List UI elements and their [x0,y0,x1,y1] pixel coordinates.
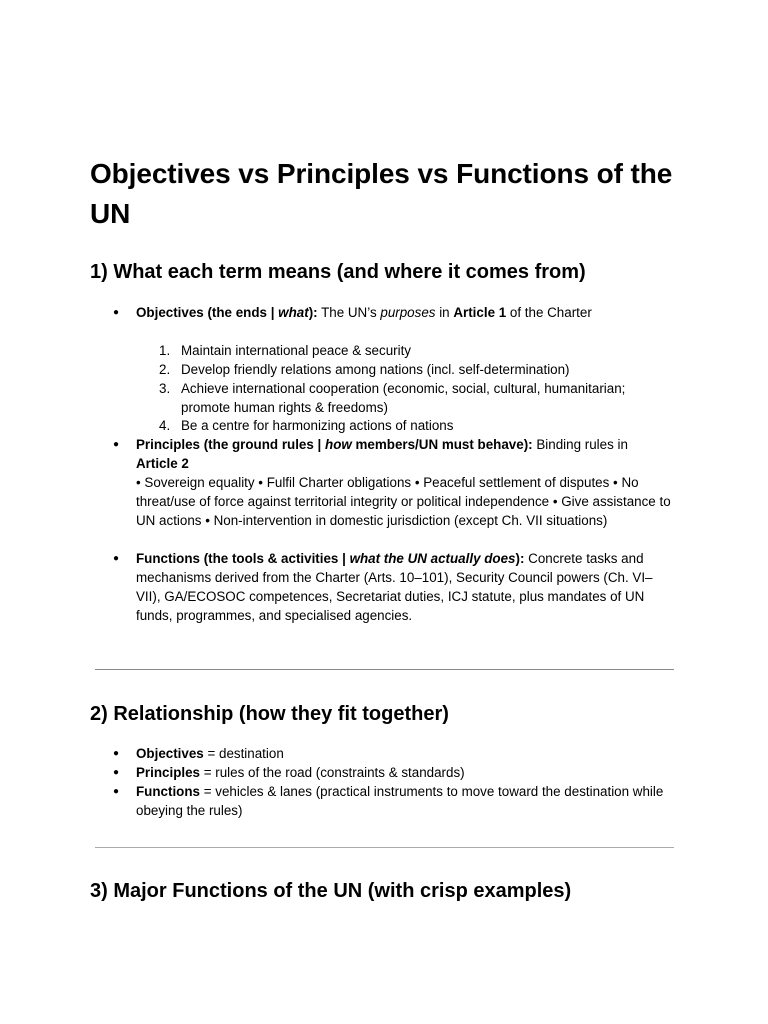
section-1-heading: 1) What each term means (and where it comes from) [90,261,586,283]
functions-text: Concrete tasks and mechanisms derived from the Charter (Arts. 10–101), Security Council powers (Ch. VI–VII), GA/ECOSOC competences, Secretariat duties, ICJ statute, plus mandates of UN funds, programmes, and specialised agencies. [136,551,653,623]
principles-label: Principles (the ground rules | [136,437,326,452]
relationship-term: Principles [136,765,201,780]
objectives-text: in [435,305,454,320]
relationship-item [113,782,676,820]
list-item-text: Develop friendly relations among nations (incl. self-determination) [181,362,570,377]
document-title: Objectives vs Principles vs Functions of the UN [90,158,673,229]
section-2-heading: 2) Relationship (how they fit together) [90,703,449,725]
list-item-text: Be a centre for harmonizing actions of nations [181,418,454,433]
relationship-text: = rules of the road (constraints & standards) [200,765,465,780]
list-item-text: Maintain international peace & security [181,343,412,358]
principles-article: Article 2 [136,456,189,471]
objectives-label-emphasis: what [278,305,309,320]
list-number: 1. [159,343,171,358]
objectives-list-item [159,379,661,417]
functions-label-emphasis: what the UN actually does [349,551,516,566]
principles-bullet [113,435,676,530]
bullet-icon: ● [113,307,120,318]
list-number: 4. [159,418,171,433]
principles-label-end: members/UN must behave): [351,437,533,452]
objectives-label: Objectives (the ends | [136,305,279,320]
objectives-purposes: purposes [380,305,436,320]
functions-label: Functions (the tools & activities | [136,551,350,566]
relationship-text: = vehicles & lanes (practical instruments to move toward the destination while obeying the rules) [136,784,664,818]
relationship-text: = destination [203,746,284,761]
objectives-list-item [159,360,661,379]
principles-label-emphasis: how [325,437,352,452]
objectives-label-end: ): [308,305,318,320]
objectives-bullet [113,303,676,322]
section-divider [95,669,674,670]
bullet-icon: ● [113,767,120,778]
relationship-item [113,744,676,763]
relationship-term: Objectives [136,746,204,761]
functions-bullet [113,549,676,625]
objectives-text: The UN’s [317,305,381,320]
principles-items: • Sovereign equality • Fulfil Charter obligations • Peaceful settlement of disputes • No threat/use of force against territorial integrity or political independence • Give assistance to UN actions • Non-intervention in domestic jurisdiction (except Ch. VII situations) [136,475,671,528]
list-number: 2. [159,362,171,377]
relationship-term: Functions [136,784,200,799]
list-item-text: Achieve international cooperation (economic, social, cultural, humanitarian; promote human rights & freedoms) [181,381,626,415]
bullet-icon: ● [113,786,120,797]
objectives-text: of the Charter [506,305,592,320]
bullet-icon: ● [113,439,120,450]
section-divider [95,847,674,848]
section-3-heading: 3) Major Functions of the UN (with crisp examples) [90,880,572,902]
bullet-icon: ● [113,748,120,759]
objectives-list-item [159,416,661,435]
functions-label-end: ): [515,551,525,566]
relationship-item [113,763,676,782]
list-number: 3. [159,381,171,396]
principles-text: Binding rules in [532,437,628,452]
objectives-article: Article 1 [453,305,507,320]
objectives-list-item [159,341,661,360]
bullet-icon: ● [113,553,120,564]
